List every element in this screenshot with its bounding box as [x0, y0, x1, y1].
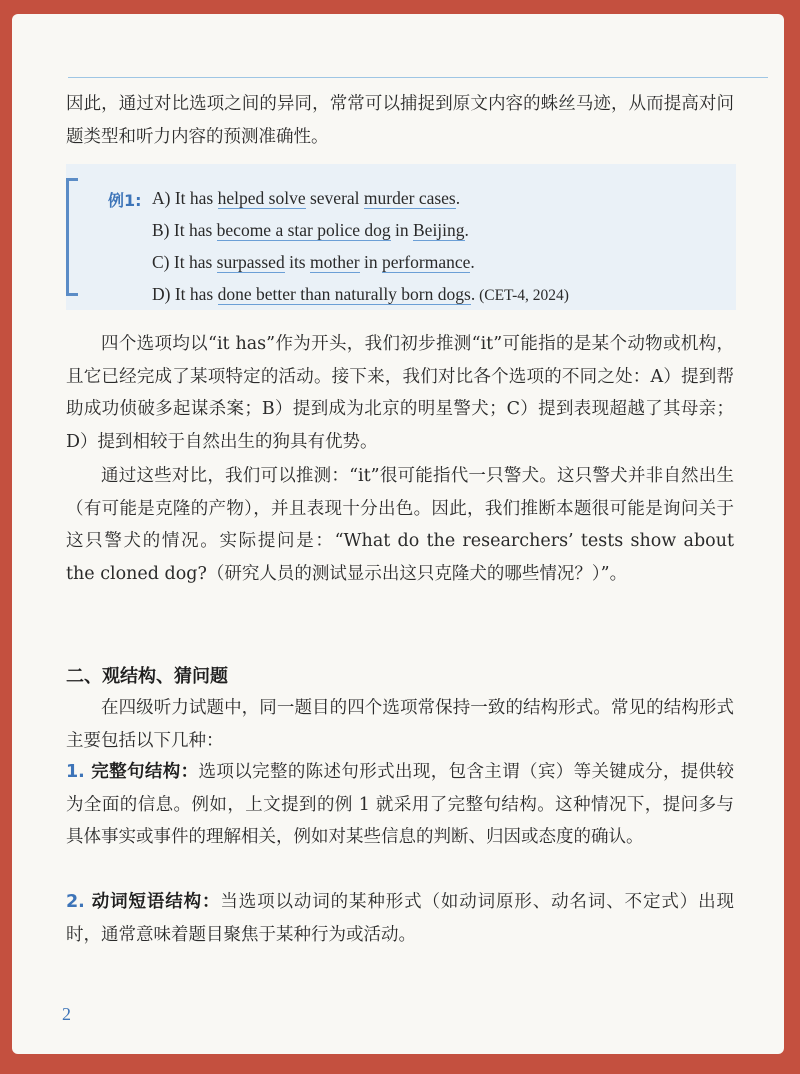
section-heading: 二、观结构、猜问题 [66, 666, 228, 687]
option-a: A) It has helped solve several murder cases. [152, 188, 461, 208]
page-number: 2 [62, 1004, 71, 1024]
inference-paragraph: 通过这些对比，我们可以推测：“it”很可能指代一只警犬。这只警犬并非自然出生（有可能是克隆的产物），并且表现十分出色。因此，我们推断本题很可能是询问关于这只警犬的情况。实际提问是：“What do the researchers’ tests show about the cloned dog?（研究人员的测试显示出这只克隆犬的哪些情况？）”。 [66, 466, 734, 584]
exam-citation: (CET-4, 2024) [475, 287, 569, 304]
option-b: B) It has become a star police dog in Beijing. [152, 220, 469, 240]
example-bracket [66, 178, 78, 296]
intro-paragraph: 因此，通过对比选项之间的异同，常常可以捕捉到原文内容的蛛丝马迹，从而提高对问题类型和听力内容的预测准确性。 [66, 94, 734, 147]
header-rule [68, 77, 768, 78]
option-d: D) It has done better than naturally born dogs. (CET-4, 2024) [152, 284, 569, 304]
example-label: 例1: [108, 191, 142, 210]
option-c: C) It has surpassed its mother in performance. [152, 252, 475, 272]
analysis-paragraph: 四个选项均以“it has”作为开头，我们初步推测“it”可能指的是某个动物或机构，且它已经完成了某项特定的活动。接下来，我们对比各个选项的不同之处：A）提到帮助成功侦破多起谋杀案；B）提到成为北京的明星警犬；C）提到表现超越了其母亲；D）提到相较于自然出生的狗具有优势。 [66, 334, 734, 452]
structure-intro-paragraph: 在四级听力试题中，同一题目的四个选项常保持一致的结构形式。常见的结构形式主要包括以下几种： [66, 698, 734, 751]
item-complete-sentence: 1. 完整句结构：选项以完整的陈述句形式出现，包含主谓（宾）等关键成分，提供较为全面的信息。例如，上文提到的例 1 就采用了完整句结构。这种情况下，提问多与具体事实或事件的理解相关，例如对某些信息的判断、归因或态度的确认。 [66, 762, 735, 847]
book-page [12, 14, 784, 1054]
item-verb-phrase: 2. 动词短语结构：当选项以动词的某种形式（如动词原形、动名词、不定式）出现时，通常意味着题目聚焦于某种行为或活动。 [66, 892, 735, 945]
